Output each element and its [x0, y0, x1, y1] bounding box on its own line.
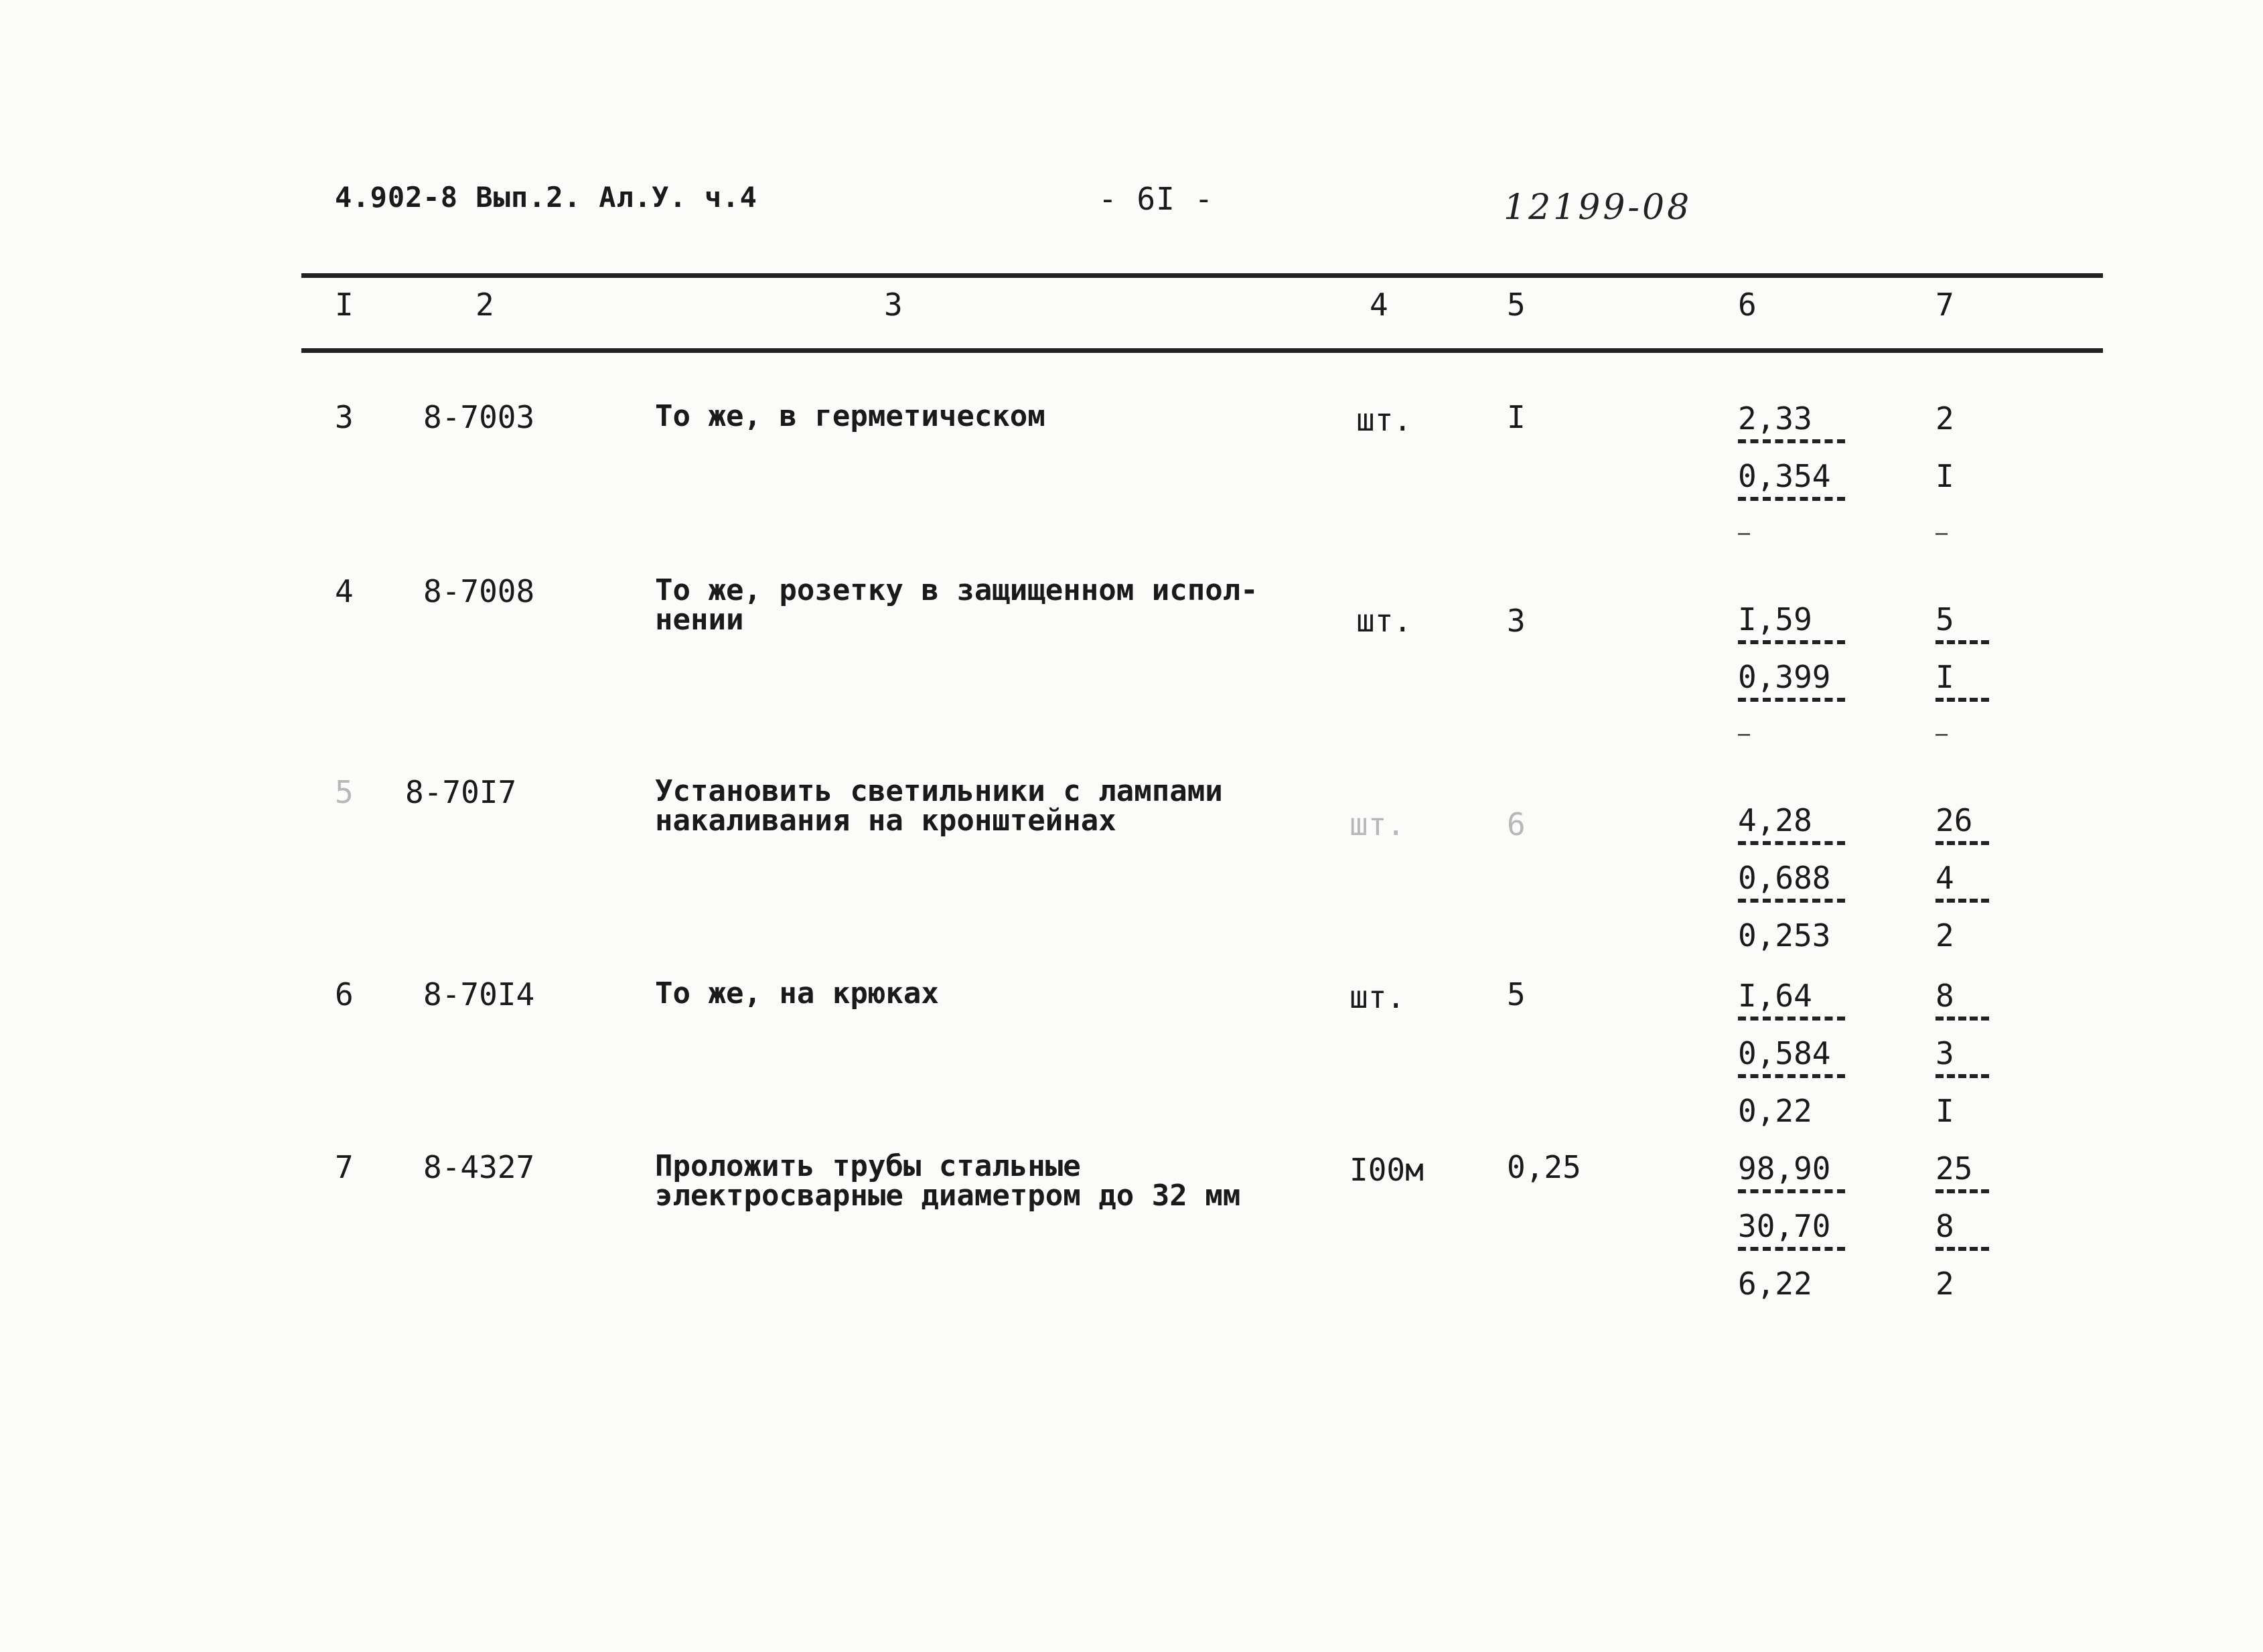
rate-code: 8-70I7: [405, 774, 517, 810]
table-top-rule: [301, 273, 2103, 278]
description-line: накаливания на кронштейнах: [655, 804, 1116, 838]
work-description: [655, 573, 1258, 637]
work-description: [655, 976, 939, 1010]
quantity: I: [1507, 399, 1526, 435]
column-number: 7: [1936, 287, 1954, 323]
col7-value: I: [1936, 458, 1954, 494]
col6-value: 0,688: [1738, 849, 1845, 907]
quantity: 5: [1507, 976, 1526, 1012]
unit: I00м: [1349, 1152, 1424, 1188]
col6-value: –: [1738, 522, 1751, 545]
rate-code: 8-4327: [423, 1149, 535, 1185]
col7-value: –: [1936, 723, 1948, 746]
column-number: 5: [1507, 287, 1526, 323]
col7-value: 8: [1936, 1197, 1989, 1255]
description-line: То же, на крюках: [655, 976, 939, 1010]
col6-value: 2,33: [1738, 390, 1845, 447]
col7-value: 2: [1936, 917, 1954, 954]
col6-value: 0,584: [1738, 1025, 1845, 1082]
unit: шт.: [1349, 806, 1406, 842]
col7-value: 2: [1936, 1266, 1954, 1302]
column-number: 2: [476, 287, 494, 323]
document-reference: 4.902-8 Вып.2. Ал.У. ч.4: [335, 181, 757, 214]
col7-values: [1936, 1140, 1989, 1312]
col7-value: 5: [1936, 591, 1989, 648]
description-line: Установить светильники с лампами: [655, 774, 1223, 808]
unit: шт.: [1356, 603, 1412, 639]
col7-value: 25: [1936, 1140, 1989, 1197]
col6-value: 4,28: [1738, 792, 1845, 849]
page-number: - 6I -: [1098, 181, 1214, 217]
quantity: 0,25: [1507, 1149, 1581, 1185]
description-line: Проложить трубы стальные: [655, 1149, 1081, 1183]
col6-value: 0,253: [1738, 917, 1831, 954]
description-line: нении: [655, 603, 744, 637]
col7-values: [1936, 967, 1989, 1140]
column-number: I: [335, 287, 354, 323]
col6-values: [1738, 390, 1845, 562]
col6-value: –: [1738, 723, 1751, 746]
unit: шт.: [1349, 979, 1406, 1015]
rate-code: 8-7003: [423, 399, 535, 435]
col6-value: 0,354: [1738, 447, 1845, 505]
col7-value: 26: [1936, 792, 1989, 849]
col6-value: I,64: [1738, 967, 1845, 1025]
col6-values: [1738, 967, 1845, 1140]
col7-value: 3: [1936, 1025, 1989, 1082]
col6-value: 98,90: [1738, 1140, 1845, 1197]
col7-values: [1936, 591, 1989, 763]
quantity: 3: [1507, 603, 1526, 639]
description-line: электросварные диаметром до 32 мм: [655, 1179, 1241, 1213]
col6-value: 30,70: [1738, 1197, 1845, 1255]
col7-values: [1936, 390, 1989, 562]
description-line: То же, в герметическом: [655, 399, 1045, 433]
col6-value: 0,22: [1738, 1093, 1812, 1129]
row-number: 3: [335, 399, 354, 435]
row-number: 5: [335, 774, 354, 810]
column-number: 4: [1370, 287, 1388, 323]
col7-values: [1936, 792, 1989, 964]
col7-value: I: [1936, 648, 1989, 706]
col7-value: 2: [1936, 400, 1954, 437]
col6-values: [1738, 591, 1845, 763]
col7-value: I: [1936, 1093, 1954, 1129]
unit: шт.: [1356, 402, 1412, 438]
col7-value: 8: [1936, 967, 1989, 1025]
table-header-bottom-rule: [301, 348, 2103, 353]
col6-value: 6,22: [1738, 1266, 1812, 1302]
col7-value: 4: [1936, 849, 1989, 907]
col7-value: –: [1936, 522, 1948, 545]
col6-values: [1738, 792, 1845, 964]
rate-code: 8-70I4: [423, 976, 535, 1012]
handwritten-stamp-number: 12199-08: [1504, 187, 1692, 228]
column-number: 6: [1738, 287, 1757, 323]
row-number: 7: [335, 1149, 354, 1185]
quantity: 6: [1507, 806, 1526, 842]
row-number: 4: [335, 573, 354, 609]
col6-values: [1738, 1140, 1845, 1312]
row-number: 6: [335, 976, 354, 1012]
col6-value: I,59: [1738, 591, 1845, 648]
work-description: [655, 774, 1223, 838]
rate-code: 8-7008: [423, 573, 535, 609]
col6-value: 0,399: [1738, 648, 1845, 706]
work-description: [655, 399, 1045, 433]
description-line: То же, розетку в защищенном испол-: [655, 573, 1258, 607]
column-number: 3: [884, 287, 903, 323]
work-description: [655, 1149, 1241, 1213]
